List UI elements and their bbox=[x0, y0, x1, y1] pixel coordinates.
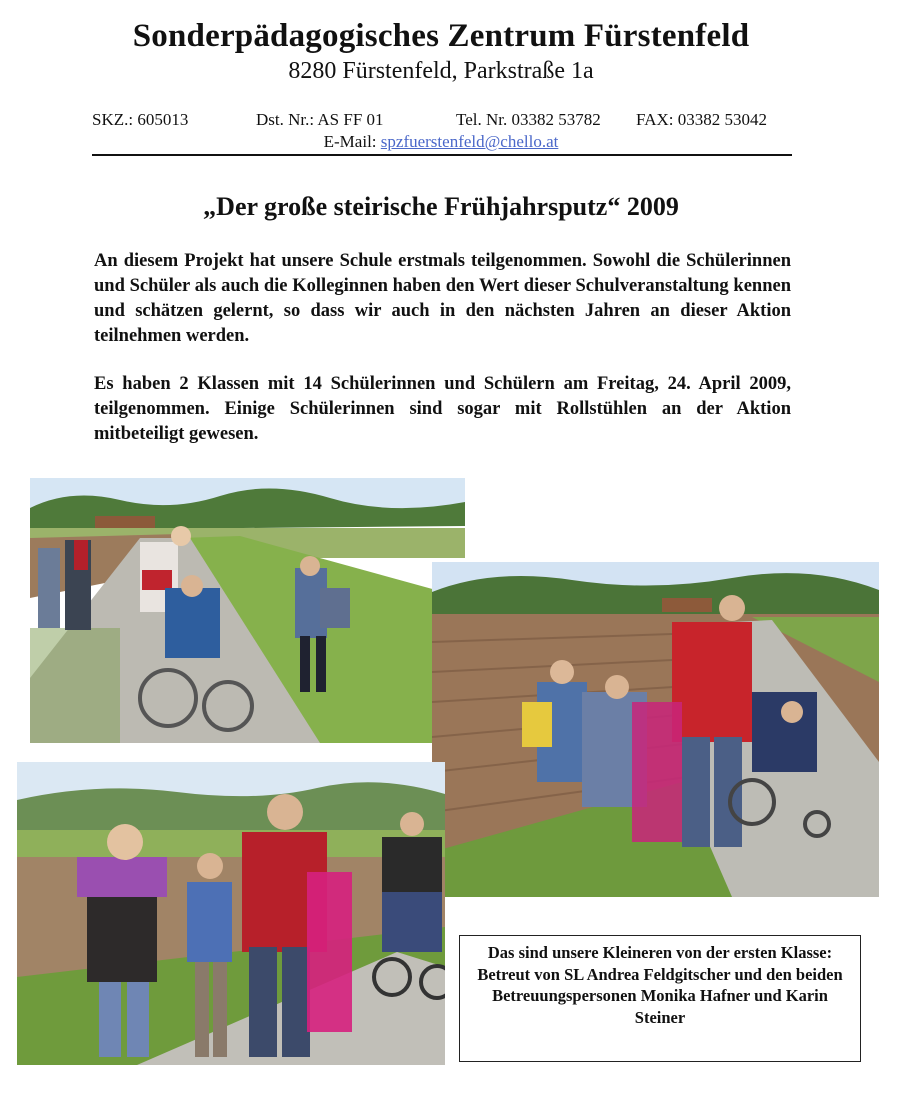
skz-number: SKZ.: 605013 bbox=[92, 110, 189, 129]
photo-group-at-field bbox=[432, 562, 879, 897]
header-address: 8280 Fürstenfeld, Parkstraße 1a bbox=[288, 58, 594, 84]
article-paragraph-2: Es haben 2 Klassen mit 14 Schülerinnen und Schülern am Freitag, 24. April 2009, teilgenommen. Einige Schülerinnen sind sogar mit Rollstühlen an der Aktion mitbeteiligt gewesen. bbox=[94, 374, 791, 444]
tel-number: Tel. Nr. 03382 53782 bbox=[456, 110, 601, 129]
header-divider bbox=[92, 154, 792, 156]
fax-number: FAX: 03382 53042 bbox=[636, 110, 767, 129]
email-label: E-Mail: bbox=[323, 132, 377, 151]
caption-box bbox=[459, 935, 861, 1062]
email-line bbox=[0, 132, 882, 152]
header-title: Sonderpädagogisches Zentrum Fürstenfeld bbox=[132, 18, 750, 54]
caption-line-1: Das sind unsere Kleineren von der ersten Klasse: bbox=[487, 943, 833, 962]
dst-number: Dst. Nr.: AS FF 01 bbox=[256, 110, 384, 129]
caption-line-2: Betreut von SL Andrea Feldgitscher und den beiden Betreuungspersonen Monika Hafner und Karin Steiner bbox=[477, 964, 843, 1027]
article-title: „Der große steirische Frühjahrsputz“ 2009 bbox=[203, 192, 679, 221]
email-link[interactable]: spzfuerstenfeld@chello.at bbox=[380, 132, 559, 151]
article-paragraph-1: An diesem Projekt hat unsere Schule erstmals teilgenommen. Sowohl die Schülerinnen und Schüler als auch die Kolleginnen haben den Wert dieser Schulveranstaltung kennen und schätzen gelernt, so dass wir auch in den nächsten Jahren an dieser Aktion teilnehmen werden. bbox=[94, 251, 791, 346]
photo-group-on-path bbox=[30, 478, 465, 743]
photo-walk-with-wheelchair bbox=[17, 762, 445, 1065]
